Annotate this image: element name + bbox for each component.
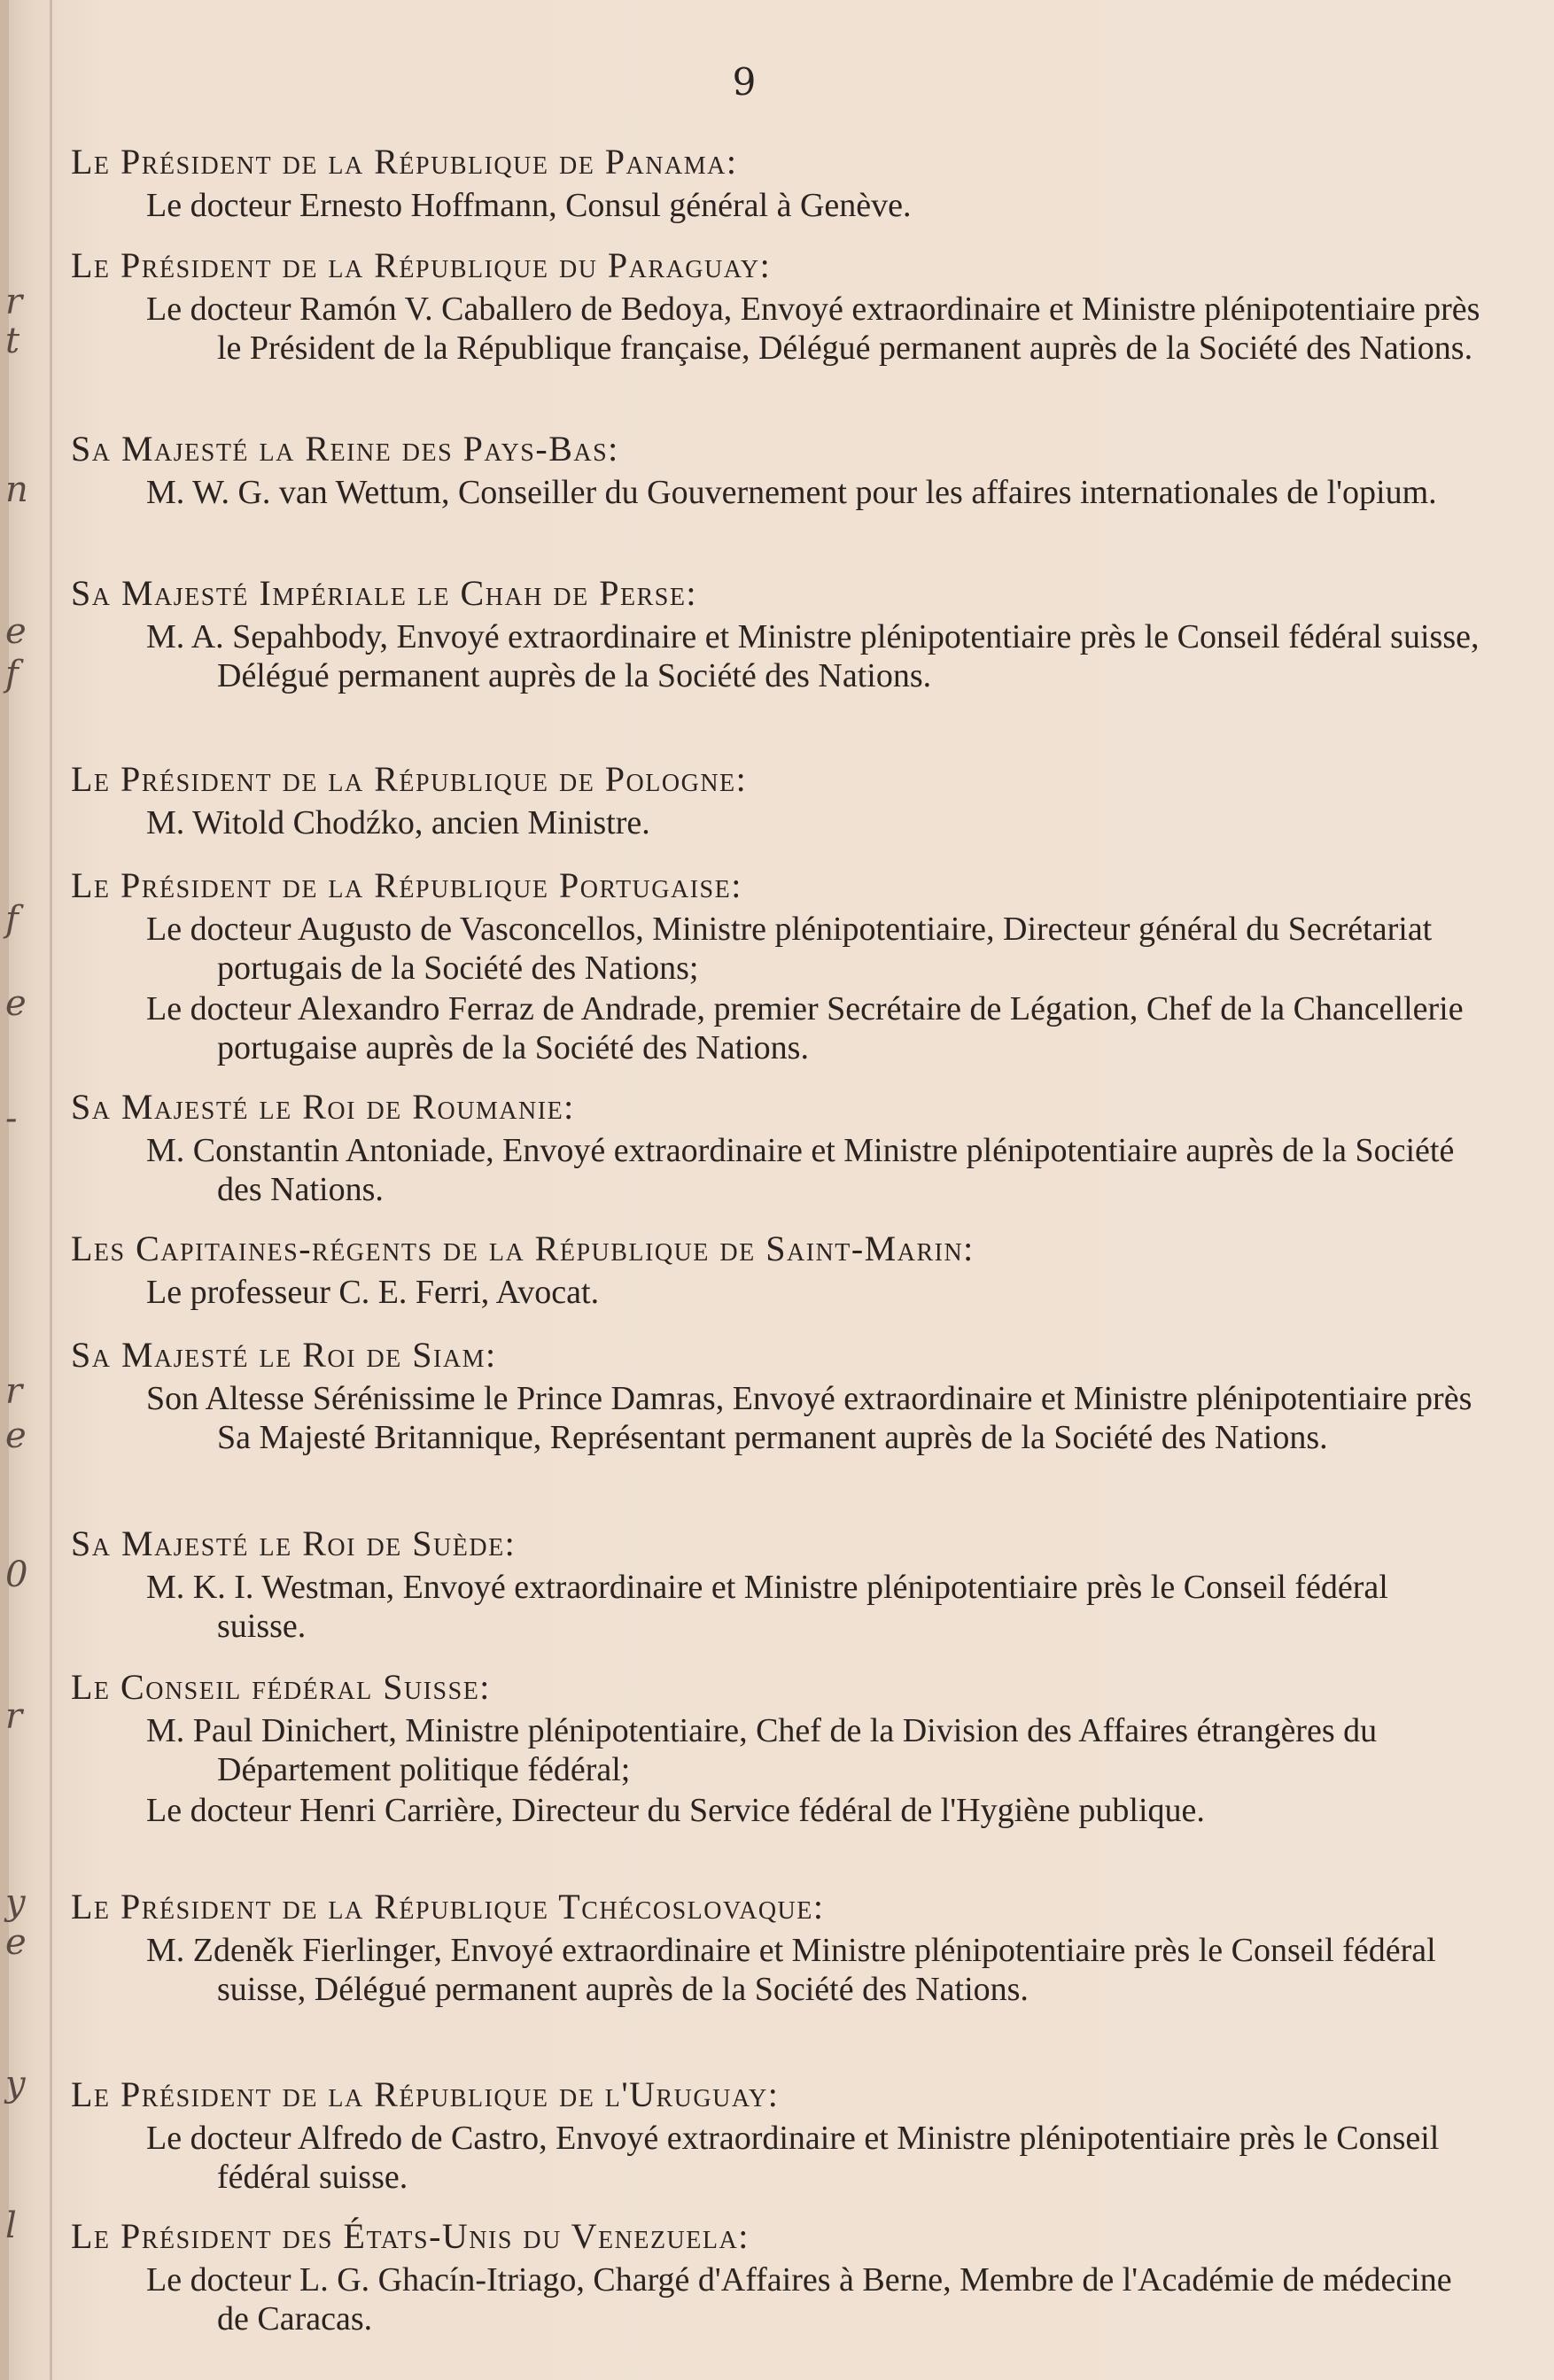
delegate-text: M. W. G. van Wettum, Conseiller du Gouvernement pour les affaires internationales de l'opium. bbox=[146, 474, 1437, 511]
entry-heading: Le Président des États-Unis du Venezuela: bbox=[71, 2216, 750, 2256]
delegate-text: Le professeur C. E. Ferri, Avocat. bbox=[146, 1274, 600, 1311]
entry-saint-marin bbox=[71, 1227, 1418, 1312]
delegate-text: Le docteur Alfredo de Castro, Envoyé extraordinaire et Ministre plénipotentiaire près le Conseil fédéral suisse. bbox=[146, 2120, 1440, 2196]
delegate-text: M. Paul Dinichert, Ministre plénipotentiaire, Chef de la Division des Affaires étrangères du Département politique fédéral; bbox=[146, 1712, 1378, 1788]
entry-pays-bas bbox=[71, 427, 1437, 512]
entry-portugal bbox=[71, 864, 1464, 1067]
entry-heading: Le Conseil fédéral Suisse: bbox=[71, 1667, 491, 1707]
page-fold-line bbox=[50, 0, 52, 2380]
entry-heading: Le Président de la République du Paraguay: bbox=[71, 245, 772, 285]
margin-fragment: f bbox=[5, 899, 19, 940]
delegate-text: M. Constantin Antoniade, Envoyé extraordinaire et Ministre plénipotentiaire auprès de la Société des Nations. bbox=[146, 1132, 1455, 1208]
delegate-text: M. K. I. Westman, Envoyé extraordinaire et Ministre plénipotentiaire près le Conseil fédéral suisse. bbox=[146, 1569, 1388, 1645]
entry-heading: Sa Majesté le Roi de Roumanie: bbox=[71, 1087, 575, 1127]
delegate-text: Le docteur Alexandro Ferraz de Andrade, premier Secrétaire de Légation, Chef de la Chancellerie portugaise auprès de la Société des Nations. bbox=[146, 990, 1464, 1066]
delegate-text: M. Witold Chodźko, ancien Ministre. bbox=[146, 804, 650, 841]
entry-heading: Sa Majesté le Roi de Siam: bbox=[71, 1335, 497, 1375]
entry-roumanie bbox=[71, 1085, 1455, 1209]
delegate-text: Son Altesse Sérénissime le Prince Damras, Envoyé extraordinaire et Ministre plénipotentiaire près Sa Majesté Britannique, Représentant permanent auprès de la Société des Nations. bbox=[146, 1380, 1472, 1456]
entry-heading: Les Capitaines-régents de la République de Saint-Marin: bbox=[71, 1229, 975, 1268]
margin-fragment: e bbox=[5, 983, 27, 1024]
margin-fragment: r bbox=[5, 282, 23, 322]
entry-heading: Le Président de la République de l'Uruguay: bbox=[71, 2074, 780, 2114]
entry-tchecoslovaquie bbox=[71, 1885, 1436, 2009]
entry-heading: Sa Majesté le Roi de Suède: bbox=[71, 1523, 517, 1563]
margin-fragment: y bbox=[5, 2064, 26, 2105]
entry-heading: Le Président de la République Portugaise: bbox=[71, 865, 742, 905]
delegate-text: Le docteur Henri Carrière, Directeur du Service fédéral de l'Hygiène publique. bbox=[146, 1792, 1205, 1829]
margin-fragment: e bbox=[5, 1922, 27, 1963]
entry-siam bbox=[71, 1333, 1472, 1457]
margin-fragment: n bbox=[5, 469, 28, 510]
margin-fragment: f bbox=[5, 654, 19, 694]
margin-fragment: e bbox=[5, 1415, 27, 1456]
entry-panama bbox=[71, 140, 1418, 225]
entry-paraguay bbox=[71, 244, 1480, 368]
entry-suisse bbox=[71, 1665, 1418, 1830]
margin-fragment: r bbox=[5, 1371, 23, 1412]
margin-fragment: t bbox=[5, 321, 20, 361]
entry-heading: Sa Majesté Impériale le Chah de Perse: bbox=[71, 573, 698, 613]
margin-fragment: 0 bbox=[5, 1554, 28, 1595]
margin-fragment: l bbox=[5, 2206, 17, 2246]
margin-fragment: y bbox=[5, 1882, 26, 1923]
entry-uruguay bbox=[71, 2073, 1440, 2197]
delegate-text: M. Zdeněk Fierlinger, Envoyé extraordinaire et Ministre plénipotentiaire près le Conseil fédéral suisse, Délégué permanent auprès de la Société des Nations. bbox=[146, 1932, 1436, 2008]
entry-heading: Le Président de la République Tchécoslovaque: bbox=[71, 1887, 825, 1926]
entry-heading: Sa Majesté la Reine des Pays-Bas: bbox=[71, 429, 619, 469]
delegate-text: Le docteur Ramón V. Caballero de Bedoya, Envoyé extraordinaire et Ministre plénipotentiaire près le Président de la République française, Délégué permanent auprès de la Société des Nations. bbox=[146, 291, 1480, 367]
delegate-text: M. A. Sepahbody, Envoyé extraordinaire et Ministre plénipotentiaire près le Conseil fédéral suisse, Délégué permanent auprès de la Société des Nations. bbox=[146, 618, 1480, 694]
delegate-text: Le docteur L. G. Ghacín-Itriago, Chargé d'Affaires à Berne, Membre de l'Académie de médecine de Caracas. bbox=[146, 2261, 1452, 2337]
entry-heading: Le Président de la République de Pologne: bbox=[71, 759, 748, 799]
page-number: 9 bbox=[732, 60, 757, 104]
entry-heading: Le Président de la République de Panama: bbox=[71, 142, 738, 182]
delegate-text: Le docteur Ernesto Hoffmann, Consul général à Genève. bbox=[146, 187, 912, 224]
margin-fragment: r bbox=[5, 1696, 23, 1737]
delegate-text: Le docteur Augusto de Vasconcellos, Ministre plénipotentiaire, Directeur général du Secrétariat portugais de la Société des Nations; bbox=[146, 911, 1433, 987]
entry-suede bbox=[71, 1522, 1418, 1646]
margin-fragment: - bbox=[5, 1098, 18, 1139]
margin-fragment: e bbox=[5, 611, 27, 652]
entry-pologne bbox=[71, 757, 1418, 842]
entry-perse bbox=[71, 571, 1480, 695]
entry-venezuela bbox=[71, 2214, 1452, 2338]
